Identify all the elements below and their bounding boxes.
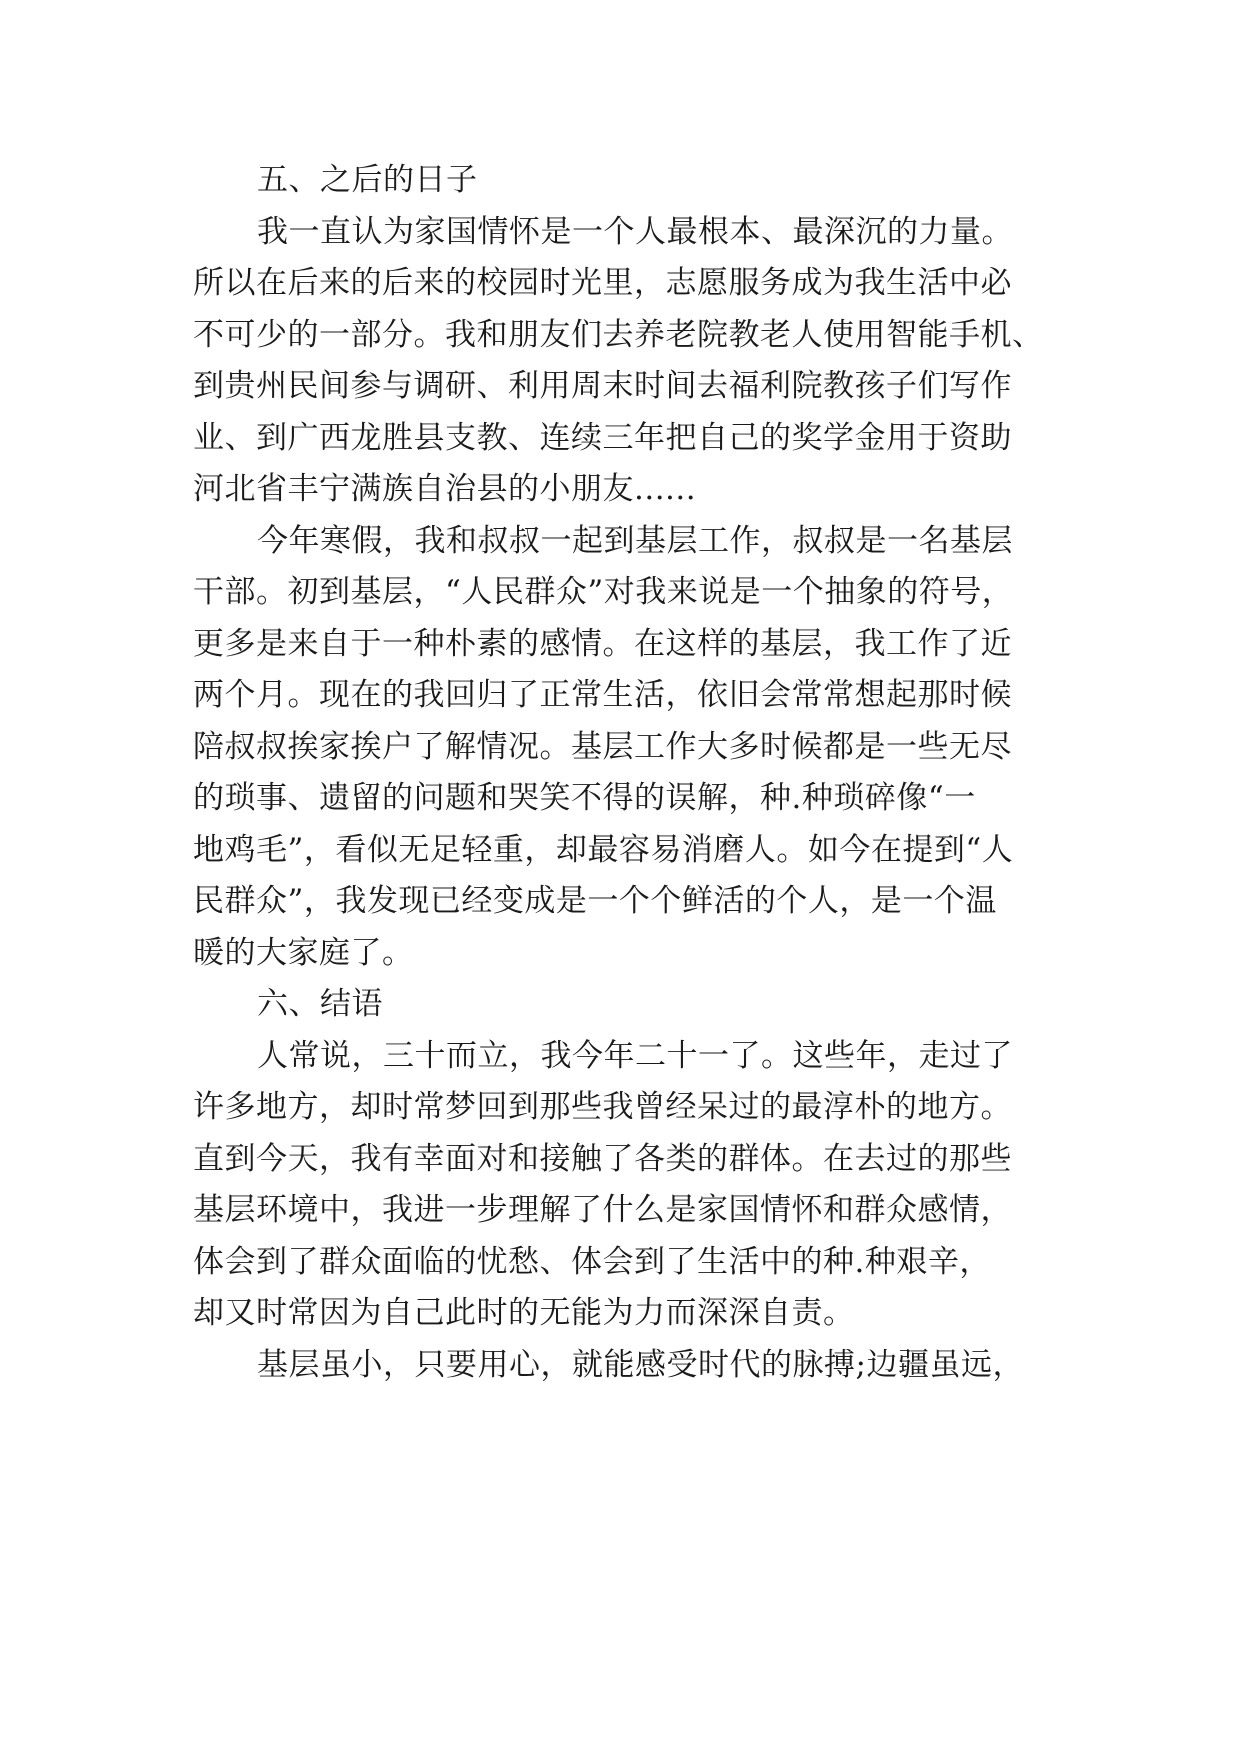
text-line: 两个月。现在的我回归了正常生活，依旧会常常想起那时候: [193, 677, 1012, 713]
text-line: 人常说，三十而立，我今年二十一了。这些年，走过了: [257, 1037, 1013, 1074]
text-line: 不可少的一部分。我和朋友们去养老院教老人使用智能手机、: [193, 316, 1044, 353]
text-line: 却又时常因为自己此时的无能为力而深深自责。: [193, 1295, 855, 1331]
text-line: 许多地方，却时常梦回到那些我曾经呆过的最淳朴的地方。: [193, 1089, 1012, 1125]
text-line: 业、到广西龙胜县支教、连续三年把自己的奖学金用于资助: [193, 419, 1012, 456]
text-line: 民群众”，我发现已经变成是一个个鲜活的个人，是一个温: [193, 883, 997, 919]
text-line: 陪叔叔挨家挨户了解情况。基层工作大多时候都是一些无尽: [193, 728, 1012, 765]
text-line: 体会到了群众面临的忧愁、体会到了生活中的种.种艰辛，: [193, 1243, 991, 1280]
text-line: 我一直认为家国情怀是一个人最根本、最深沉的力量。: [257, 213, 1013, 250]
text-line: 更多是来自于一种朴素的感情。在这样的基层，我工作了近: [193, 625, 1012, 662]
text-line: 干部。初到基层，“人民群众”对我来说是一个抽象的符号，: [193, 574, 1014, 610]
text-line: 到贵州民间参与调研、利用周末时间去福利院教孩子们写作: [193, 368, 1012, 404]
text-line: 地鸡毛”，看似无足轻重，却最容易消磨人。如今在提到“人: [193, 831, 1014, 868]
text-line: 今年寒假，我和叔叔一起到基层工作，叔叔是一名基层: [257, 522, 1013, 559]
text-line: 暖的大家庭了。: [193, 934, 414, 971]
text-line: 河北省丰宁满族自治县的小朋友......: [193, 471, 697, 507]
document-body: [193, 155, 1073, 1391]
text-line: 的琐事、遗留的问题和哭笑不得的误解，种.种琐碎像“一: [193, 780, 976, 816]
text-line: 六、结语: [257, 986, 383, 1022]
text-line: 五、之后的日子: [257, 162, 478, 198]
text-line: 基层虽小，只要用心，就能感受时代的脉搏;边疆虽远，: [257, 1346, 1024, 1383]
text-line: 直到今天，我有幸面对和接触了各类的群体。在去过的那些: [193, 1140, 1012, 1177]
text-line: 所以在后来的后来的校园时光里，志愿服务成为我生活中必: [193, 265, 1012, 301]
text-line: 基层环境中，我进一步理解了什么是家国情怀和群众感情，: [193, 1192, 1012, 1228]
